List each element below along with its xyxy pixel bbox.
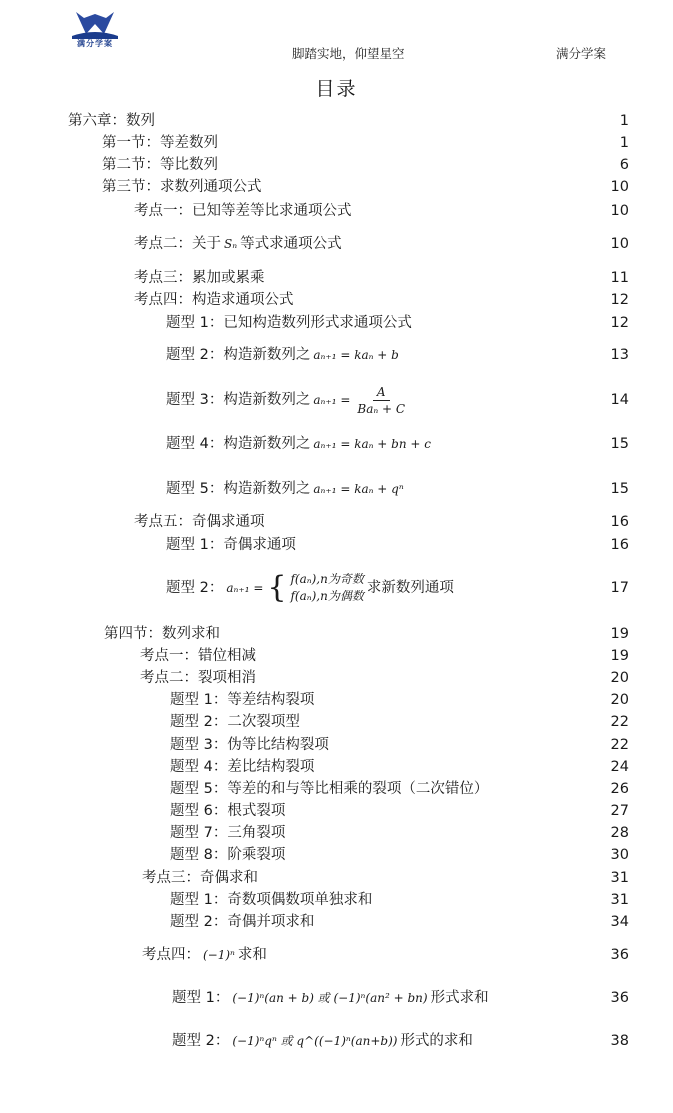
leader-dots (261, 868, 608, 888)
page-title: 目录 (315, 78, 358, 100)
toc-page: 27 (610, 803, 629, 819)
toc-label: 题型 1：奇偶求通项 (166, 537, 296, 553)
toc-entry[interactable] (166, 535, 629, 555)
toc-entry[interactable] (170, 845, 629, 865)
leader-dots (221, 133, 614, 153)
toc-entry[interactable] (170, 890, 629, 910)
logo-text: 满分学案 (77, 39, 113, 48)
toc-entry[interactable] (166, 313, 629, 333)
toc-entry[interactable] (166, 378, 629, 422)
math-expression: Sₙ (224, 237, 238, 251)
toc-label: 题型 7：三角裂项 (170, 825, 286, 841)
toc-label: 考点二：裂项相消 (140, 670, 256, 686)
leader-dots (415, 313, 608, 333)
leader-dots (410, 479, 608, 499)
toc-label-suffix: 等式求通项公式 (240, 236, 342, 252)
toc-entry[interactable] (170, 779, 629, 799)
header-motto: 脚踏实地，仰望星空 (292, 46, 405, 61)
toc-page: 20 (610, 692, 629, 708)
leader-dots (259, 646, 608, 666)
leader-dots (288, 845, 607, 865)
toc-page: 30 (610, 847, 629, 863)
toc-entry[interactable] (134, 234, 629, 254)
math-expression: aₙ₊₁ = kaₙ + b (313, 348, 399, 362)
leader-dots (411, 390, 607, 410)
leader-dots (299, 535, 608, 555)
toc-entry[interactable] (166, 434, 629, 454)
toc-entry[interactable] (134, 201, 629, 221)
leader-dots (268, 512, 608, 532)
toc-entry[interactable] (166, 566, 629, 610)
toc-page: 36 (610, 990, 629, 1006)
leader-dots (491, 779, 607, 799)
fraction-denominator: Baₙ + C (357, 401, 406, 416)
toc-entry[interactable] (170, 690, 629, 710)
logo-mark-icon (62, 10, 128, 40)
toc-label: 考点五：奇偶求通项 (134, 514, 265, 530)
fraction (357, 384, 405, 417)
toc-label-suffix: 求新数列通项 (366, 580, 454, 596)
leader-dots (265, 177, 608, 197)
toc-page: 16 (610, 514, 629, 530)
toc-label: 考点四：构造求通项公式 (134, 292, 294, 308)
toc-page: 15 (610, 436, 629, 452)
toc-page: 12 (610, 292, 629, 308)
toc-label: 题型 1： (172, 990, 230, 1006)
toc-label: 题型 5：等差的和与等比相乘的裂项（二次错位） (170, 781, 489, 797)
toc-entry[interactable] (140, 646, 629, 666)
toc-page: 11 (610, 270, 629, 286)
toc-page: 13 (610, 347, 629, 363)
toc-page: 15 (610, 481, 629, 497)
math-expression: aₙ₊₁ = (226, 581, 264, 595)
toc-page: 22 (610, 714, 629, 730)
leader-dots (317, 912, 607, 932)
toc-label: 题型 6：根式裂项 (170, 803, 286, 819)
toc-entry[interactable] (170, 735, 629, 755)
toc-label: 考点三：累加或累乘 (134, 270, 265, 286)
toc-label: 题型 1：奇数项偶数项单独求和 (170, 892, 373, 908)
toc-page: 24 (610, 759, 629, 775)
toc-label-suffix: 形式的求和 (400, 1033, 473, 1049)
toc-page: 20 (610, 670, 629, 686)
toc-label: 第六章：数列 (68, 113, 155, 129)
math-expression: (−1)ⁿ (203, 948, 235, 962)
toc-entry[interactable] (170, 712, 629, 732)
toc-entry[interactable] (166, 479, 629, 499)
leader-dots (437, 434, 608, 454)
toc-entry[interactable] (134, 290, 629, 310)
toc-page: 1 (619, 113, 629, 129)
case-odd: f(aₙ),n为奇数 (290, 572, 364, 586)
toc-entry[interactable] (170, 823, 629, 843)
toc-entry[interactable] (68, 111, 629, 131)
piecewise-cases (290, 571, 363, 605)
toc-page: 22 (610, 737, 629, 753)
toc-page: 34 (610, 914, 629, 930)
leader-dots (297, 290, 608, 310)
leader-dots (317, 757, 607, 777)
toc-label-suffix: 求和 (237, 947, 267, 963)
toc-entry[interactable] (172, 1031, 629, 1051)
toc-label: 考点一：已知等差等比求通项公式 (134, 203, 352, 219)
leader-dots (457, 578, 608, 598)
leader-dots (476, 1031, 608, 1051)
toc-label: 第四节：数列求和 (104, 626, 220, 642)
leader-dots (303, 712, 608, 732)
leader-dots (332, 735, 608, 755)
toc-label: 考点四： (142, 947, 200, 963)
toc-entry[interactable] (170, 757, 629, 777)
toc-label: 题型 4：构造新数列之 (166, 436, 311, 452)
left-brace: { (267, 570, 287, 605)
toc-entry[interactable] (102, 133, 629, 153)
toc-entry[interactable] (172, 988, 629, 1008)
leader-dots (259, 668, 608, 688)
toc-label: 题型 2： (166, 580, 224, 596)
toc-entry[interactable] (170, 801, 629, 821)
toc-page: 28 (610, 825, 629, 841)
leader-dots (288, 823, 607, 843)
leader-dots (270, 945, 608, 965)
leader-dots (355, 201, 608, 221)
toc-page: 31 (610, 870, 629, 886)
leader-dots (317, 690, 607, 710)
toc-label: 题型 2：奇偶并项求和 (170, 914, 315, 930)
toc-page: 1 (619, 135, 629, 151)
toc-entry[interactable] (166, 345, 629, 365)
toc-page: 6 (619, 157, 629, 173)
math-expression: aₙ₊₁ = (313, 393, 351, 407)
toc-page: 12 (610, 315, 629, 331)
toc-page: 10 (610, 203, 629, 219)
math-expression: aₙ₊₁ = kaₙ + qⁿ (313, 482, 404, 496)
math-expression: (−1)ⁿ(an + b) 或 (−1)ⁿ(an² + bn) (232, 991, 428, 1005)
toc-label: 题型 4：差比结构裂项 (170, 759, 315, 775)
leader-dots (223, 624, 608, 644)
toc-page: 26 (610, 781, 629, 797)
leader-dots (345, 234, 608, 254)
toc-label: 题型 3：伪等比结构裂项 (170, 737, 329, 753)
toc-label: 题型 5：构造新数列之 (166, 481, 311, 497)
case-even: f(aₙ),n为偶数 (290, 589, 364, 603)
toc-label: 第二节：等比数列 (102, 157, 218, 173)
toc-page: 10 (610, 236, 629, 252)
toc-page: 19 (610, 626, 629, 642)
toc-label: 第一节：等差数列 (102, 135, 218, 151)
leader-dots (375, 890, 607, 910)
leader-dots (221, 155, 614, 175)
toc-label: 题型 3：构造新数列之 (166, 392, 311, 408)
toc-label: 题型 1：已知构造数列形式求通项公式 (166, 315, 412, 331)
toc-page: 14 (610, 392, 629, 408)
toc-label: 题型 1：等差结构裂项 (170, 692, 315, 708)
logo (62, 10, 128, 50)
toc-label: 题型 2： (172, 1033, 230, 1049)
header-brand: 满分学案 (556, 46, 607, 61)
toc-entry[interactable] (170, 912, 629, 932)
math-expression: (−1)ⁿqⁿ 或 q^((−1)ⁿ(an+b)) (232, 1034, 398, 1048)
toc-label: 考点三：奇偶求和 (142, 870, 258, 886)
toc-page: 31 (610, 892, 629, 908)
toc-label: 第三节：求数列通项公式 (102, 179, 262, 195)
toc-label: 考点一：错位相减 (140, 648, 256, 664)
fraction-numerator: A (373, 384, 390, 401)
toc-entry[interactable] (142, 945, 629, 965)
toc-label: 考点二：关于 (134, 236, 221, 252)
leader-dots (158, 111, 614, 131)
leader-dots (492, 988, 608, 1008)
leader-dots (288, 801, 607, 821)
toc-page: 16 (610, 537, 629, 553)
toc-label: 题型 2：构造新数列之 (166, 347, 311, 363)
toc-page: 38 (610, 1033, 629, 1049)
toc-page: 36 (610, 947, 629, 963)
toc-entry[interactable] (142, 868, 629, 888)
toc-entry[interactable] (134, 512, 629, 532)
toc-page: 17 (610, 580, 629, 596)
toc-entry[interactable] (140, 668, 629, 688)
toc-label: 题型 2：二次裂项型 (170, 714, 300, 730)
leader-dots (268, 268, 608, 288)
toc-entry[interactable] (104, 624, 629, 644)
leader-dots (405, 345, 608, 365)
math-expression: aₙ₊₁ = kaₙ + bn + c (313, 437, 431, 451)
toc-entry[interactable] (102, 177, 629, 197)
toc-page: 19 (610, 648, 629, 664)
toc-entry[interactable] (102, 155, 629, 175)
toc-label: 题型 8：阶乘裂项 (170, 847, 286, 863)
toc-label-suffix: 形式求和 (430, 990, 489, 1006)
toc-entry[interactable] (134, 268, 629, 288)
toc-page: 10 (610, 179, 629, 195)
